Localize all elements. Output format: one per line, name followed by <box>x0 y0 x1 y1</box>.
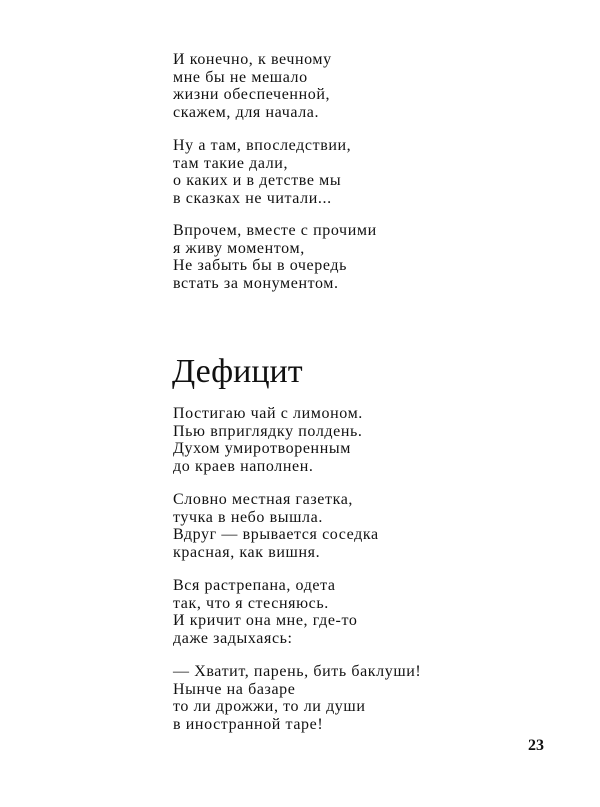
poem-line: красная, как вишня. <box>173 543 321 561</box>
poem-line: Впрочем, вместе с прочими <box>173 222 377 239</box>
poem-line: о каких и в детстве мы <box>173 172 342 189</box>
poem-title: Дефицит <box>172 353 303 390</box>
poem-line: Вся растрепана, одета <box>173 577 336 594</box>
page-number: 23 <box>528 737 544 754</box>
poem2-stanza-3 <box>173 577 357 647</box>
poem-line: И кричит она мне, где-то <box>173 612 358 629</box>
poem2-stanza-2 <box>173 491 379 561</box>
poem1-stanza-2 <box>173 137 351 207</box>
poem-line: до краев наполнен. <box>173 457 314 475</box>
poem-line: скажем, для начала. <box>173 103 320 121</box>
poem-line: Ну а там, впоследствии, <box>173 137 352 154</box>
poem2-stanza-1 <box>173 405 363 475</box>
poem-line: в иностранной таре! <box>173 715 324 733</box>
poem-line: Словно местная газетка, <box>173 491 354 508</box>
poem-line: в сказках не читали... <box>173 189 332 207</box>
poem-line: Не забыть бы в очередь <box>173 257 347 274</box>
poem-line: Пью вприглядку полдень. <box>173 422 363 440</box>
poem-line: Постигаю чай с лимоном. <box>173 405 363 422</box>
poem-line: — Хватит, парень, бить баклуши! <box>173 663 422 680</box>
poem-line: жизни обеспеченной, <box>173 86 331 103</box>
poem-line: встать за монументом. <box>173 274 339 292</box>
poem-line: так, что я стесняюсь. <box>173 594 329 612</box>
poem-line: там такие дали, <box>173 154 289 172</box>
poem2-stanza-4 <box>173 663 421 733</box>
poem-line: тучка в небо вышла. <box>173 508 323 526</box>
poem-line: И конечно, к вечному <box>173 51 332 68</box>
poem-line: Вдруг — врывается соседка <box>173 526 379 543</box>
poem-line: я живу моментом, <box>173 239 305 257</box>
poem-line: Нынче на базаре <box>173 680 296 698</box>
poem1-stanza-1 <box>173 51 332 121</box>
poem1-stanza-3 <box>173 222 377 292</box>
poem-line: мне бы не мешало <box>173 68 308 86</box>
poem-line: даже задыхаясь: <box>173 629 293 647</box>
poem-line: Духом умиротворенным <box>173 440 351 457</box>
poem-line: то ли дрожжи, то ли души <box>173 698 366 715</box>
